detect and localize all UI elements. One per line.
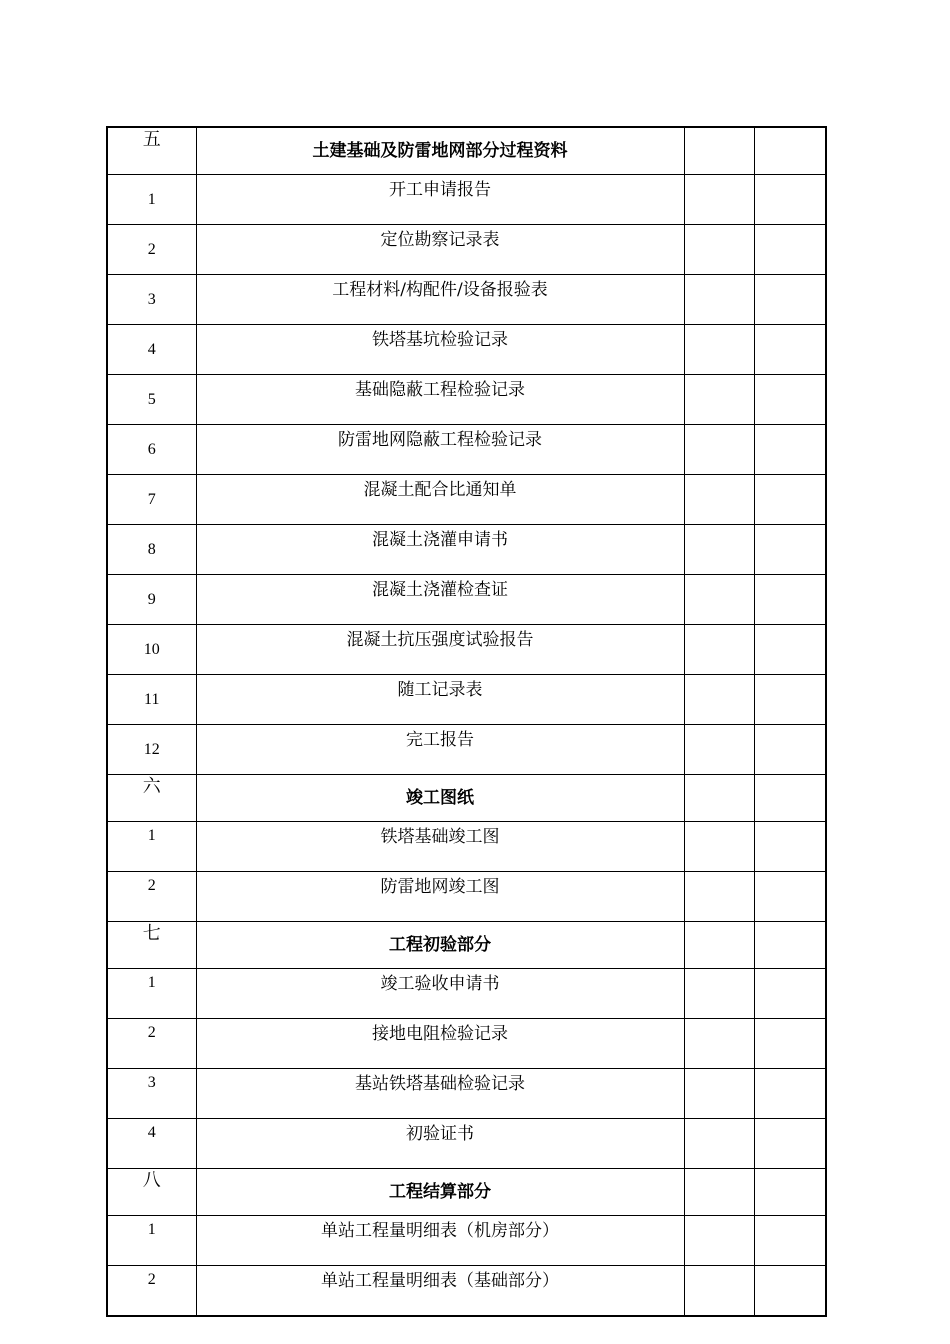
table-row <box>107 969 826 1019</box>
item-number: 2 <box>107 1266 196 1317</box>
item-title: 混凝土配合比通知单 <box>196 475 684 525</box>
section-number: 五 <box>107 127 196 175</box>
section-title: 工程结算部分 <box>196 1169 684 1216</box>
empty-cell <box>754 225 826 275</box>
empty-cell <box>684 425 754 475</box>
item-title: 单站工程量明细表（机房部分） <box>196 1216 684 1266</box>
item-title: 开工申请报告 <box>196 175 684 225</box>
empty-cell <box>754 822 826 872</box>
item-number: 9 <box>107 575 196 625</box>
empty-cell <box>684 625 754 675</box>
table-row <box>107 1119 826 1169</box>
empty-cell <box>754 425 826 475</box>
item-number: 4 <box>107 325 196 375</box>
empty-cell <box>754 325 826 375</box>
item-number: 4 <box>107 1119 196 1169</box>
item-number: 2 <box>107 225 196 275</box>
section-header-row <box>107 1169 826 1216</box>
item-number: 6 <box>107 425 196 475</box>
table-row <box>107 1019 826 1069</box>
table-row <box>107 575 826 625</box>
item-title: 防雷地网隐蔽工程检验记录 <box>196 425 684 475</box>
empty-cell <box>684 1069 754 1119</box>
item-title: 接地电阻检验记录 <box>196 1019 684 1069</box>
empty-cell <box>754 525 826 575</box>
empty-cell <box>754 1019 826 1069</box>
table-row <box>107 275 826 325</box>
table-row <box>107 1266 826 1317</box>
empty-cell <box>754 1169 826 1216</box>
empty-cell <box>684 969 754 1019</box>
empty-cell <box>684 775 754 822</box>
empty-cell <box>684 575 754 625</box>
empty-cell <box>684 1216 754 1266</box>
item-number: 2 <box>107 872 196 922</box>
empty-cell <box>754 1119 826 1169</box>
item-title: 基站铁塔基础检验记录 <box>196 1069 684 1119</box>
empty-cell <box>684 375 754 425</box>
item-title: 混凝土浇灌申请书 <box>196 525 684 575</box>
empty-cell <box>684 725 754 775</box>
empty-cell <box>684 325 754 375</box>
document-table <box>106 126 827 1317</box>
empty-cell <box>754 1216 826 1266</box>
empty-cell <box>684 1266 754 1317</box>
empty-cell <box>684 872 754 922</box>
table-body <box>107 127 826 1316</box>
empty-cell <box>754 1266 826 1317</box>
empty-cell <box>684 175 754 225</box>
item-number: 3 <box>107 1069 196 1119</box>
empty-cell <box>754 175 826 225</box>
section-title: 竣工图纸 <box>196 775 684 822</box>
table-row <box>107 475 826 525</box>
section-title: 工程初验部分 <box>196 922 684 969</box>
empty-cell <box>684 922 754 969</box>
item-number: 1 <box>107 969 196 1019</box>
empty-cell <box>754 625 826 675</box>
empty-cell <box>754 127 826 175</box>
empty-cell <box>684 225 754 275</box>
item-title: 铁塔基础竣工图 <box>196 822 684 872</box>
empty-cell <box>684 675 754 725</box>
empty-cell <box>754 375 826 425</box>
item-title: 铁塔基坑检验记录 <box>196 325 684 375</box>
empty-cell <box>684 525 754 575</box>
item-number: 2 <box>107 1019 196 1069</box>
empty-cell <box>754 475 826 525</box>
item-title: 定位勘察记录表 <box>196 225 684 275</box>
item-title: 混凝土抗压强度试验报告 <box>196 625 684 675</box>
empty-cell <box>754 725 826 775</box>
item-number: 3 <box>107 275 196 325</box>
empty-cell <box>754 775 826 822</box>
item-number: 5 <box>107 375 196 425</box>
empty-cell <box>754 575 826 625</box>
item-title: 基础隐蔽工程检验记录 <box>196 375 684 425</box>
item-title: 初验证书 <box>196 1119 684 1169</box>
item-title: 竣工验收申请书 <box>196 969 684 1019</box>
section-number: 六 <box>107 775 196 822</box>
empty-cell <box>684 127 754 175</box>
table-row <box>107 725 826 775</box>
item-number: 7 <box>107 475 196 525</box>
table-row <box>107 625 826 675</box>
table-row <box>107 375 826 425</box>
empty-cell <box>754 922 826 969</box>
section-header-row <box>107 775 826 822</box>
item-title: 单站工程量明细表（基础部分） <box>196 1266 684 1317</box>
empty-cell <box>684 475 754 525</box>
item-title: 防雷地网竣工图 <box>196 872 684 922</box>
item-number: 12 <box>107 725 196 775</box>
item-number: 1 <box>107 822 196 872</box>
empty-cell <box>754 1069 826 1119</box>
empty-cell <box>684 1169 754 1216</box>
section-number: 七 <box>107 922 196 969</box>
item-number: 1 <box>107 175 196 225</box>
table-row <box>107 675 826 725</box>
empty-cell <box>754 872 826 922</box>
item-title: 完工报告 <box>196 725 684 775</box>
item-number: 11 <box>107 675 196 725</box>
empty-cell <box>684 822 754 872</box>
empty-cell <box>684 1019 754 1069</box>
item-title: 混凝土浇灌检查证 <box>196 575 684 625</box>
table-row <box>107 822 826 872</box>
empty-cell <box>754 969 826 1019</box>
section-number: 八 <box>107 1169 196 1216</box>
empty-cell <box>684 1119 754 1169</box>
table-row <box>107 872 826 922</box>
item-number: 10 <box>107 625 196 675</box>
table-row <box>107 1069 826 1119</box>
item-title: 随工记录表 <box>196 675 684 725</box>
table-row <box>107 175 826 225</box>
table-row <box>107 325 826 375</box>
item-title: 工程材料/构配件/设备报验表 <box>196 275 684 325</box>
empty-cell <box>754 275 826 325</box>
table-row <box>107 1216 826 1266</box>
item-number: 1 <box>107 1216 196 1266</box>
table-row <box>107 425 826 475</box>
section-title: 土建基础及防雷地网部分过程资料 <box>196 127 684 175</box>
item-number: 8 <box>107 525 196 575</box>
section-header-row <box>107 922 826 969</box>
table-row <box>107 525 826 575</box>
empty-cell <box>754 675 826 725</box>
empty-cell <box>684 275 754 325</box>
section-header-row <box>107 127 826 175</box>
table-row <box>107 225 826 275</box>
